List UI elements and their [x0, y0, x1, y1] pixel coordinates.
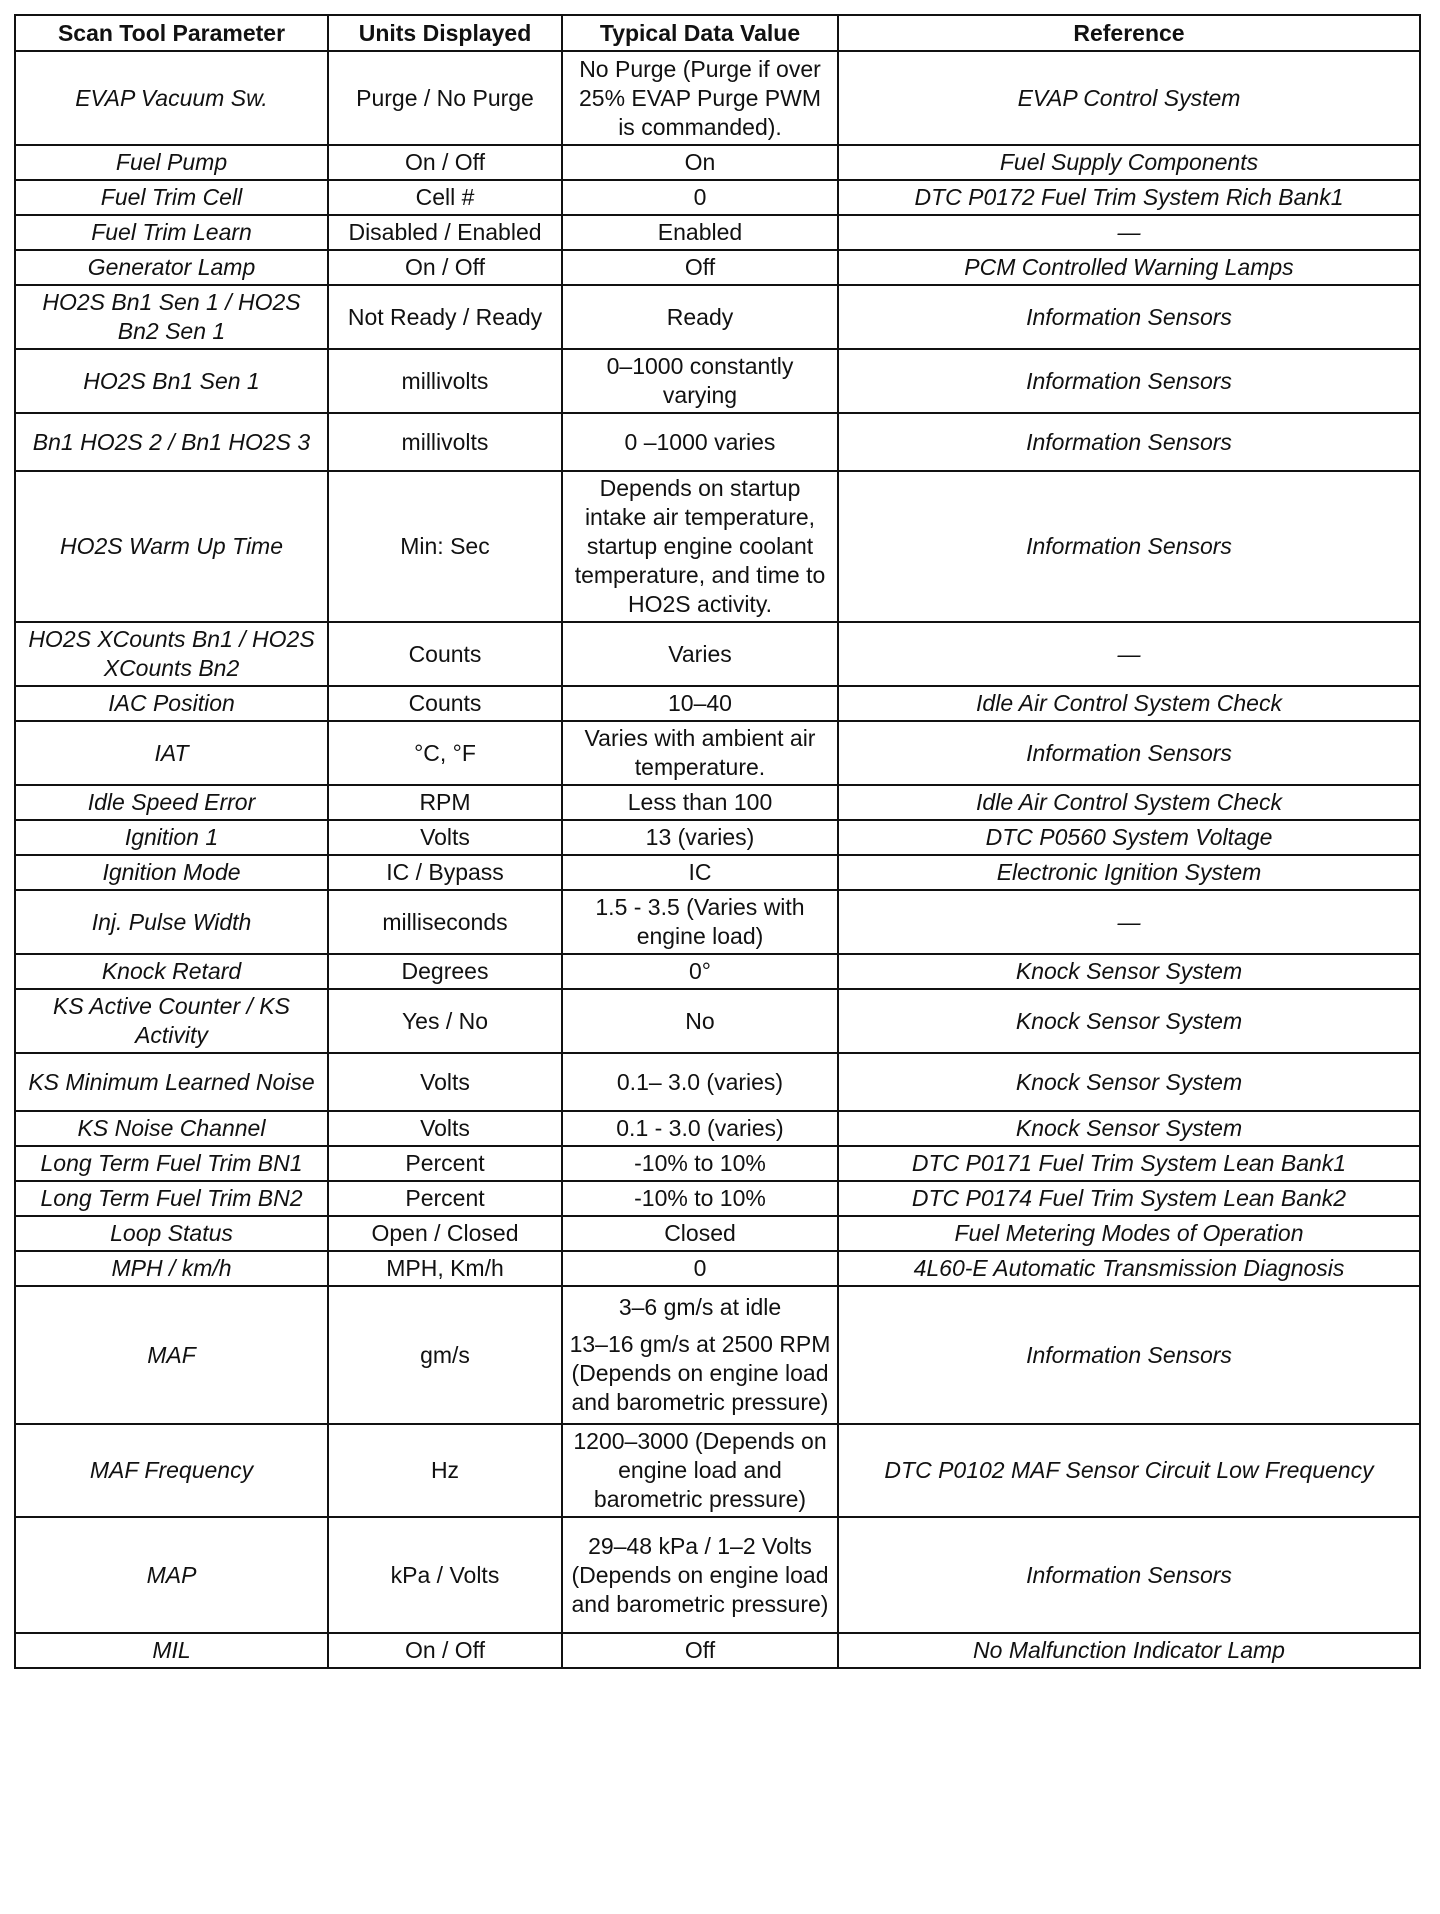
- parameter-cell: Fuel Trim Cell: [15, 180, 328, 215]
- typical-value-cell: [562, 890, 838, 954]
- typical-value-cell: [562, 686, 838, 721]
- table-row: [15, 215, 1420, 250]
- reference-cell: Idle Air Control System Check: [838, 785, 1420, 820]
- table-row: [15, 820, 1420, 855]
- typical-value-text: Varies: [668, 640, 732, 667]
- typical-value-cell: [562, 1053, 838, 1111]
- typical-value-cell: [562, 180, 838, 215]
- units-cell: kPa / Volts: [328, 1517, 562, 1633]
- typical-value-cell: [562, 1146, 838, 1181]
- typical-value-cell: [562, 250, 838, 285]
- typical-value-cell: [562, 855, 838, 890]
- units-cell: gm/s: [328, 1286, 562, 1424]
- typical-value-text: Enabled: [657, 219, 743, 245]
- units-cell: Percent: [328, 1146, 562, 1181]
- typical-value-cell: [562, 1424, 838, 1517]
- table-row: [15, 250, 1420, 285]
- table-row: [15, 349, 1420, 413]
- units-cell: °C, °F: [328, 721, 562, 785]
- units-cell: Percent: [328, 1181, 562, 1216]
- typical-value-text: Depends on startup intake air temperature, startup engine coolant temperature, and time to HO2S activity.: [574, 475, 826, 617]
- reference-cell: No Malfunction Indicator Lamp: [838, 1633, 1420, 1668]
- reference-cell: Information Sensors: [838, 349, 1420, 413]
- table-row: [15, 721, 1420, 785]
- parameter-cell: HO2S XCounts Bn1 / HO2S XCounts Bn2: [15, 622, 328, 686]
- table-row: [15, 1111, 1420, 1146]
- typical-value-cell: [562, 785, 838, 820]
- reference-cell: DTC P0174 Fuel Trim System Lean Bank2: [838, 1181, 1420, 1216]
- units-cell: MPH, Km/h: [328, 1251, 562, 1286]
- units-cell: RPM: [328, 785, 562, 820]
- typical-value-text: Less than 100: [627, 789, 773, 815]
- parameter-cell: Bn1 HO2S 2 / Bn1 HO2S 3: [15, 413, 328, 471]
- typical-value-text: 0.1– 3.0 (varies): [616, 1068, 784, 1095]
- typical-value-text: 3–6 gm/s at idle: [618, 1294, 782, 1320]
- units-cell: Volts: [328, 1053, 562, 1111]
- parameter-cell: MIL: [15, 1633, 328, 1668]
- reference-cell: 4L60-E Automatic Transmission Diagnosis: [838, 1251, 1420, 1286]
- reference-cell: DTC P0102 MAF Sensor Circuit Low Frequency: [838, 1424, 1420, 1517]
- units-cell: Hz: [328, 1424, 562, 1517]
- units-cell: Degrees: [328, 954, 562, 989]
- parameter-cell: Loop Status: [15, 1216, 328, 1251]
- units-cell: Not Ready / Ready: [328, 285, 562, 349]
- table-row: [15, 1216, 1420, 1251]
- typical-value-cell: [562, 471, 838, 622]
- parameter-cell: Long Term Fuel Trim BN1: [15, 1146, 328, 1181]
- table-row: [15, 686, 1420, 721]
- document-page: [14, 14, 1419, 1669]
- units-cell: Volts: [328, 1111, 562, 1146]
- units-cell: Cell #: [328, 180, 562, 215]
- header-scan-tool-parameter: Scan Tool Parameter: [15, 15, 328, 51]
- units-cell: On / Off: [328, 145, 562, 180]
- typical-value-cell: [562, 215, 838, 250]
- table-row: [15, 622, 1420, 686]
- typical-value-text: Varies with ambient air temperature.: [584, 725, 816, 780]
- parameter-cell: MPH / km/h: [15, 1251, 328, 1286]
- reference-cell: Information Sensors: [838, 413, 1420, 471]
- typical-value-text: -10% to 10%: [634, 1150, 766, 1176]
- units-cell: millivolts: [328, 349, 562, 413]
- reference-cell: Information Sensors: [838, 1286, 1420, 1424]
- typical-value-text: 0°: [689, 958, 711, 984]
- table-row: [15, 1053, 1420, 1111]
- typical-value-cell: [562, 413, 838, 471]
- typical-value-text: Closed: [664, 1220, 736, 1246]
- reference-cell: Information Sensors: [838, 471, 1420, 622]
- typical-value-text: 10–40: [668, 690, 732, 716]
- table-row: [15, 1181, 1420, 1216]
- reference-cell: Information Sensors: [838, 285, 1420, 349]
- parameter-cell: HO2S Warm Up Time: [15, 471, 328, 622]
- units-cell: Purge / No Purge: [328, 51, 562, 145]
- table-row: [15, 1517, 1420, 1633]
- typical-value-cell: [562, 1111, 838, 1146]
- typical-value-text: -10% to 10%: [634, 1185, 766, 1211]
- units-cell: milliseconds: [328, 890, 562, 954]
- reference-cell: PCM Controlled Warning Lamps: [838, 250, 1420, 285]
- typical-value-text: 13–16 gm/s at 2500 RPM (Depends on engine load and barometric pressure): [569, 1331, 831, 1415]
- typical-value-cell: [562, 954, 838, 989]
- units-cell: millivolts: [328, 413, 562, 471]
- typical-value-text: 1.5 - 3.5 (Varies with engine load): [595, 894, 805, 949]
- units-cell: Disabled / Enabled: [328, 215, 562, 250]
- table-row: [15, 51, 1420, 145]
- typical-value-text: 0: [693, 184, 707, 210]
- typical-value-cell: [562, 622, 838, 686]
- units-cell: On / Off: [328, 1633, 562, 1668]
- units-cell: Yes / No: [328, 989, 562, 1053]
- reference-cell: DTC P0172 Fuel Trim System Rich Bank1: [838, 180, 1420, 215]
- typical-value-text: On: [684, 149, 716, 175]
- table-row: [15, 855, 1420, 890]
- reference-cell: Electronic Ignition System: [838, 855, 1420, 890]
- header-units-displayed: Units Displayed: [328, 15, 562, 51]
- units-cell: Volts: [328, 820, 562, 855]
- reference-cell: EVAP Control System: [838, 51, 1420, 145]
- reference-cell: —: [838, 890, 1420, 954]
- parameter-cell: MAF Frequency: [15, 1424, 328, 1517]
- typical-value-text: No: [685, 1007, 715, 1034]
- typical-value-text: IC: [688, 859, 712, 885]
- typical-value-text: Ready: [666, 303, 734, 330]
- reference-cell: —: [838, 622, 1420, 686]
- table-row: [15, 785, 1420, 820]
- parameter-cell: HO2S Bn1 Sen 1: [15, 349, 328, 413]
- typical-value-text: 1200–3000 (Depends on engine load and barometric pressure): [573, 1428, 827, 1512]
- reference-cell: DTC P0560 System Voltage: [838, 820, 1420, 855]
- typical-value-cell: [562, 721, 838, 785]
- parameter-cell: MAF: [15, 1286, 328, 1424]
- typical-value-text: No Purge (Purge if over 25% EVAP Purge PWM is commanded).: [578, 55, 822, 140]
- parameter-cell: Knock Retard: [15, 954, 328, 989]
- table-row: [15, 285, 1420, 349]
- parameter-cell: IAC Position: [15, 686, 328, 721]
- typical-value-cell: [562, 1216, 838, 1251]
- table-body: [15, 51, 1420, 1668]
- parameter-cell: Generator Lamp: [15, 250, 328, 285]
- typical-value-cell: [562, 1517, 838, 1633]
- parameter-cell: IAT: [15, 721, 328, 785]
- reference-cell: —: [838, 215, 1420, 250]
- typical-value-cell: [562, 51, 838, 145]
- table-row: [15, 1146, 1420, 1181]
- parameter-cell: Ignition 1: [15, 820, 328, 855]
- typical-value-text: 0–1000 constantly varying: [606, 353, 794, 408]
- typical-value-text: Off: [684, 1637, 716, 1663]
- reference-cell: Knock Sensor System: [838, 989, 1420, 1053]
- typical-value-text: 0 –1000 varies: [624, 428, 776, 455]
- typical-value-text: 29–48 kPa / 1–2 Volts (Depends on engine load and barometric pressure): [571, 1532, 829, 1617]
- header-row: [15, 15, 1420, 51]
- typical-value-cell: [562, 1633, 838, 1668]
- units-cell: Min: Sec: [328, 471, 562, 622]
- parameter-cell: HO2S Bn1 Sen 1 / HO2S Bn2 Sen 1: [15, 285, 328, 349]
- reference-cell: Idle Air Control System Check: [838, 686, 1420, 721]
- header-reference: Reference: [838, 15, 1420, 51]
- typical-value-cell: [562, 145, 838, 180]
- reference-cell: Information Sensors: [838, 721, 1420, 785]
- typical-value-cell: [562, 1251, 838, 1286]
- parameter-cell: Inj. Pulse Width: [15, 890, 328, 954]
- parameter-cell: KS Noise Channel: [15, 1111, 328, 1146]
- reference-cell: Knock Sensor System: [838, 1053, 1420, 1111]
- reference-cell: Information Sensors: [838, 1517, 1420, 1633]
- parameter-cell: Fuel Trim Learn: [15, 215, 328, 250]
- table-row: [15, 989, 1420, 1053]
- reference-cell: DTC P0171 Fuel Trim System Lean Bank1: [838, 1146, 1420, 1181]
- typical-value-cell: [562, 820, 838, 855]
- reference-cell: Knock Sensor System: [838, 954, 1420, 989]
- parameter-cell: KS Minimum Learned Noise: [15, 1053, 328, 1111]
- table-row: [15, 954, 1420, 989]
- parameter-cell: MAP: [15, 1517, 328, 1633]
- parameter-cell: Fuel Pump: [15, 145, 328, 180]
- parameter-cell: Long Term Fuel Trim BN2: [15, 1181, 328, 1216]
- parameter-cell: Idle Speed Error: [15, 785, 328, 820]
- header-typical-data-value: Typical Data Value: [562, 15, 838, 51]
- typical-value-text: 13 (varies): [645, 824, 755, 850]
- table-row: [15, 145, 1420, 180]
- reference-cell: Fuel Metering Modes of Operation: [838, 1216, 1420, 1251]
- table-row: [15, 890, 1420, 954]
- table-row: [15, 1633, 1420, 1668]
- scan-tool-data-table: [14, 14, 1421, 1669]
- table-row: [15, 413, 1420, 471]
- units-cell: Counts: [328, 686, 562, 721]
- table-row: [15, 1251, 1420, 1286]
- parameter-cell: KS Active Counter / KS Activity: [15, 989, 328, 1053]
- units-cell: Counts: [328, 622, 562, 686]
- typical-value-cell: [562, 1181, 838, 1216]
- typical-value-cell: [562, 285, 838, 349]
- units-cell: On / Off: [328, 250, 562, 285]
- typical-value-cell: [562, 349, 838, 413]
- reference-cell: Knock Sensor System: [838, 1111, 1420, 1146]
- units-cell: Open / Closed: [328, 1216, 562, 1251]
- typical-value-text: 0.1 - 3.0 (varies): [616, 1115, 784, 1141]
- table-row: [15, 471, 1420, 622]
- parameter-cell: EVAP Vacuum Sw.: [15, 51, 328, 145]
- reference-cell: Fuel Supply Components: [838, 145, 1420, 180]
- typical-value-cell: [562, 1286, 838, 1424]
- typical-value-text: Off: [684, 254, 716, 280]
- typical-value-cell: [562, 989, 838, 1053]
- parameter-cell: Ignition Mode: [15, 855, 328, 890]
- typical-value-text: 0: [693, 1255, 707, 1281]
- table-row: [15, 1424, 1420, 1517]
- units-cell: IC / Bypass: [328, 855, 562, 890]
- table-row: [15, 180, 1420, 215]
- table-row: [15, 1286, 1420, 1424]
